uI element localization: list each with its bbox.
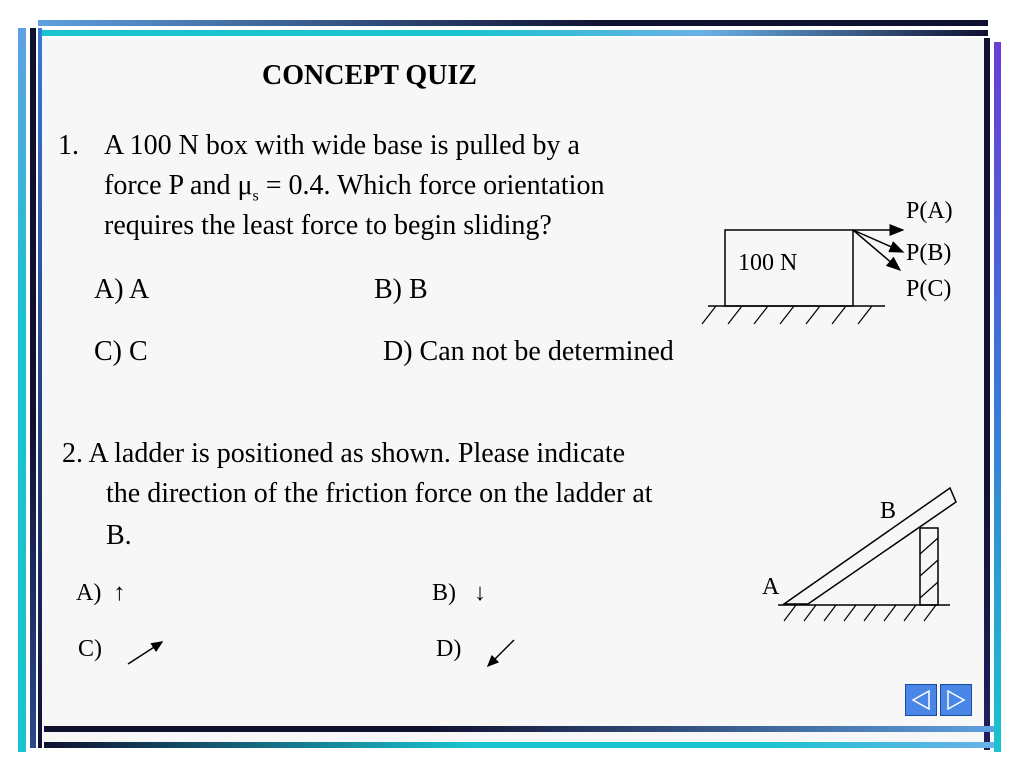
mu-subscript: s xyxy=(252,187,259,205)
q2-option-c-label: C) xyxy=(78,636,102,662)
frame-left-dark xyxy=(30,28,36,748)
page-title: CONCEPT QUIZ xyxy=(262,60,477,91)
box-weight-label: 100 N xyxy=(738,250,798,276)
ladder-point-b-label: B xyxy=(880,498,897,524)
q2-option-b-label: B) xyxy=(432,580,456,606)
q2-option-c[interactable] xyxy=(78,636,102,663)
label-p-b: P(B) xyxy=(906,240,952,266)
q2-line3: B. xyxy=(106,520,132,551)
q1-line2-post: = 0.4. Which force orientation xyxy=(258,170,605,201)
arrow-p-c xyxy=(853,230,900,270)
frame-right-dark xyxy=(984,38,990,750)
q1-line3: requires the least force to begin sliding? xyxy=(104,210,552,241)
q1-line2-pre: force P and xyxy=(104,170,238,201)
frame-left-cyan xyxy=(18,28,26,752)
frame-right-purple xyxy=(994,42,1001,752)
wall xyxy=(920,528,938,605)
ladder-diagram xyxy=(770,480,970,630)
arrow-p-b xyxy=(853,230,903,252)
q1-option-d[interactable]: D) Can not be determined xyxy=(383,336,674,367)
q2-option-a-label: A) xyxy=(76,580,102,606)
q2-line1: 2. A ladder is positioned as shown. Please indicate xyxy=(62,438,626,469)
triangle-right-icon xyxy=(944,688,968,712)
frame-left-inner xyxy=(38,28,42,748)
floor-hatch xyxy=(784,605,936,621)
q1-line1: A 100 N box with wide base is pulled by a xyxy=(104,130,580,161)
q1-option-b[interactable]: B) B xyxy=(374,274,428,305)
q1-option-a[interactable]: A) A xyxy=(94,274,150,305)
label-p-c: P(C) xyxy=(906,276,952,302)
arrow-down-left-icon xyxy=(482,636,518,670)
q2-option-d-label: D) xyxy=(436,636,462,662)
mu-symbol: μ xyxy=(237,170,253,201)
triangle-left-icon xyxy=(909,688,933,712)
arrow-down-icon: ↓ xyxy=(474,580,486,606)
q2-option-b[interactable] xyxy=(432,580,486,607)
q2-option-a[interactable] xyxy=(76,580,125,607)
q2-option-d[interactable] xyxy=(436,636,461,663)
q1-number: 1. xyxy=(58,130,79,161)
ladder-point-a-label: A xyxy=(762,574,780,600)
previous-slide-button[interactable] xyxy=(905,684,937,716)
label-p-a: P(A) xyxy=(906,198,953,224)
ground-hatch xyxy=(702,306,872,324)
q1-option-c[interactable]: C) C xyxy=(94,336,148,367)
frame-top-dark xyxy=(38,20,988,26)
frame-top-cyan xyxy=(38,30,988,36)
q2-line2: the direction of the friction force on the ladder at xyxy=(106,478,653,509)
arrow-up-right-icon xyxy=(124,636,168,668)
frame-bottom-cyan xyxy=(44,742,994,748)
wall-hatch xyxy=(920,538,938,598)
ladder xyxy=(784,488,956,604)
frame-bottom-dark xyxy=(44,726,994,732)
arrow-up-icon: ↑ xyxy=(113,580,126,606)
next-slide-button[interactable] xyxy=(940,684,972,716)
